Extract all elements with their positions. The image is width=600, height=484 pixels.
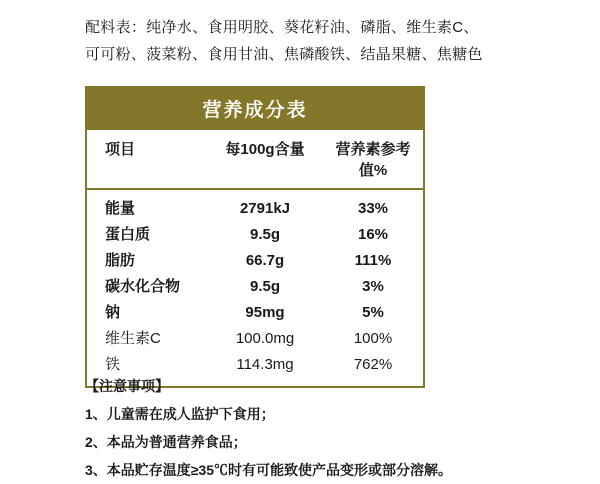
table-row: [87, 326, 423, 352]
cell-amount: 66.7g: [245, 252, 285, 269]
table-row: [87, 196, 423, 222]
ingredients-line-2: 可可粉、菠菜粉、食用甘油、焦磷酸铁、结晶果糖、焦糖色: [85, 46, 483, 63]
column-header-nrv: 营养素参考值%: [335, 141, 411, 179]
cell-item: 脂肪: [105, 252, 136, 269]
table-row: [87, 222, 423, 248]
cell-item: 蛋白质: [105, 226, 151, 243]
table-row: [87, 248, 423, 274]
cell-amount: 2791kJ: [239, 200, 291, 217]
cell-item: 铁: [105, 356, 121, 373]
precaution-item-2: 2、本品为普通营养食品；: [85, 434, 247, 450]
cell-item: 碳水化合物: [105, 278, 181, 295]
cell-item: 维生素C: [105, 330, 161, 347]
nutrition-table-header-row: [87, 130, 423, 190]
cell-nrv: 3%: [362, 278, 384, 295]
cell-amount: 114.3mg: [236, 356, 294, 373]
column-header-amount: 每100g含量: [225, 141, 305, 158]
cell-nrv: 762%: [353, 356, 393, 373]
precautions-title: 【注意事项】: [85, 378, 169, 394]
cell-item: 钠: [105, 304, 121, 321]
cell-amount: 9.5g: [249, 226, 280, 243]
precaution-item-3: 3、本品贮存温度≥35℃时有可能致使产品变形或部分溶解。: [85, 462, 453, 478]
precautions-block: [85, 372, 555, 484]
column-header-item: 项目: [105, 141, 136, 158]
cell-amount: 100.0mg: [235, 330, 295, 347]
precaution-item-1: 1、儿童需在成人监护下食用；: [85, 406, 275, 422]
cell-amount: 95mg: [245, 304, 285, 321]
ingredients-block: [85, 14, 545, 68]
nutrition-facts-table: [85, 86, 425, 388]
cell-nrv: 111%: [354, 252, 392, 269]
table-row: [87, 274, 423, 300]
cell-nrv: 100%: [353, 330, 393, 347]
nutrition-table-body: [87, 190, 423, 386]
cell-amount: 9.5g: [249, 278, 280, 295]
cell-nrv: 16%: [357, 226, 389, 243]
cell-nrv: 5%: [362, 304, 384, 321]
nutrition-table-title: 营养成分表: [87, 88, 423, 130]
cell-nrv: 33%: [357, 200, 389, 217]
ingredients-line-1: 配料表：纯净水、食用明胶、葵花籽油、磷脂、维生素C、: [85, 19, 479, 36]
table-row: [87, 300, 423, 326]
cell-item: 能量: [105, 200, 136, 217]
